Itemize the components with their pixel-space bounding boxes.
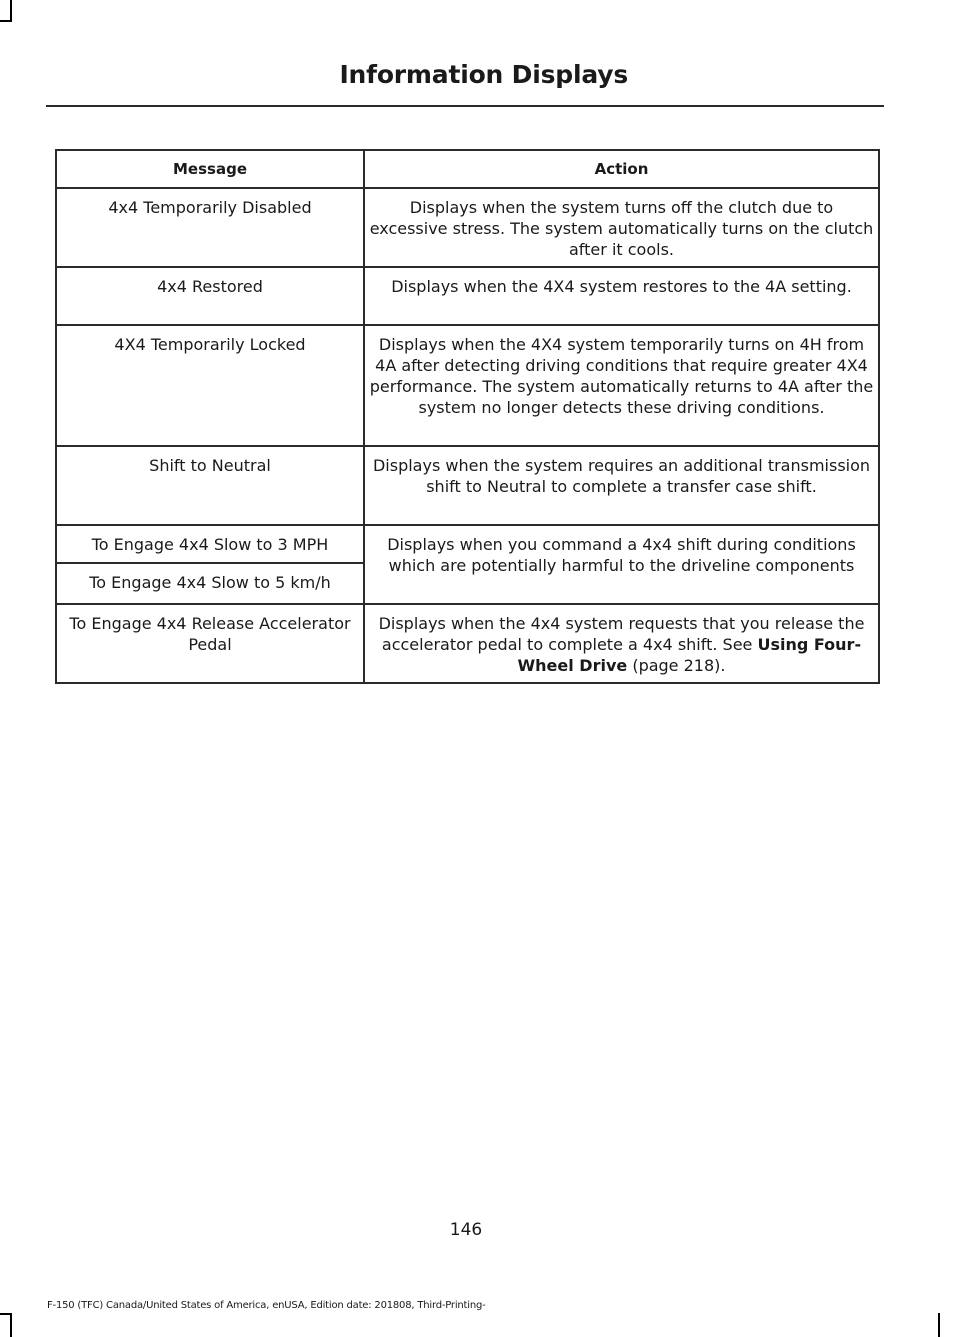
message-cell: To Engage 4x4 Slow to 3 MPH: [56, 525, 364, 563]
message-table: [55, 149, 880, 684]
column-header-message: Message: [56, 150, 364, 188]
action-text: Displays when the 4x4 system requests that you release the accelerator pedal to complete a 4x4 shift. See: [378, 614, 865, 654]
table-row: [56, 446, 879, 525]
crop-mark-bottom-left: [0, 1313, 12, 1315]
message-cell: 4x4 Temporarily Disabled: [56, 188, 364, 267]
action-cell: Displays when the system turns off the clutch due to excessive stress. The system automatically turns on the clutch after it cools.: [364, 188, 879, 267]
table-row: [56, 325, 879, 446]
title-divider: [46, 105, 884, 107]
table-row: [56, 188, 879, 267]
cross-reference-link[interactable]: Using Four-Wheel Drive: [517, 635, 862, 675]
action-cell: [364, 604, 879, 683]
action-cell: Displays when the system requires an additional transmission shift to Neutral to complete a transfer case shift.: [364, 446, 879, 525]
table-row: [56, 525, 879, 563]
table-row: [56, 604, 879, 683]
action-cell: Displays when the 4X4 system temporarily turns on 4H from 4A after detecting driving conditions that require greater 4X4 performance. The system automatically returns to 4A after the system no longer detects these driving conditions.: [364, 325, 879, 446]
page-number: 146: [449, 1220, 483, 1240]
message-cell: 4X4 Temporarily Locked: [56, 325, 364, 446]
action-cell: Displays when the 4X4 system restores to the 4A setting.: [364, 267, 879, 325]
action-cell: Displays when you command a 4x4 shift during conditions which are potentially harmful to the driveline components: [364, 525, 879, 604]
page-reference: (page 218).: [627, 656, 726, 675]
message-cell: Shift to Neutral: [56, 446, 364, 525]
column-header-action: Action: [364, 150, 879, 188]
crop-mark-bottom-left: [10, 1313, 12, 1337]
table-header-row: [56, 150, 879, 188]
crop-mark-bottom-right: [938, 1313, 940, 1337]
message-cell: To Engage 4x4 Release Accelerator Pedal: [56, 604, 364, 683]
crop-mark-top-left: [0, 20, 12, 22]
table-row: [56, 267, 879, 325]
page-title: Information Displays: [339, 60, 628, 89]
message-cell: 4x4 Restored: [56, 267, 364, 325]
message-cell: To Engage 4x4 Slow to 5 km/h: [56, 563, 364, 604]
edition-footer: F-150 (TFC) Canada/United States of America, enUSA, Edition date: 201808, Third-Printing-: [47, 1300, 486, 1311]
crop-mark-top-left: [10, 0, 12, 22]
